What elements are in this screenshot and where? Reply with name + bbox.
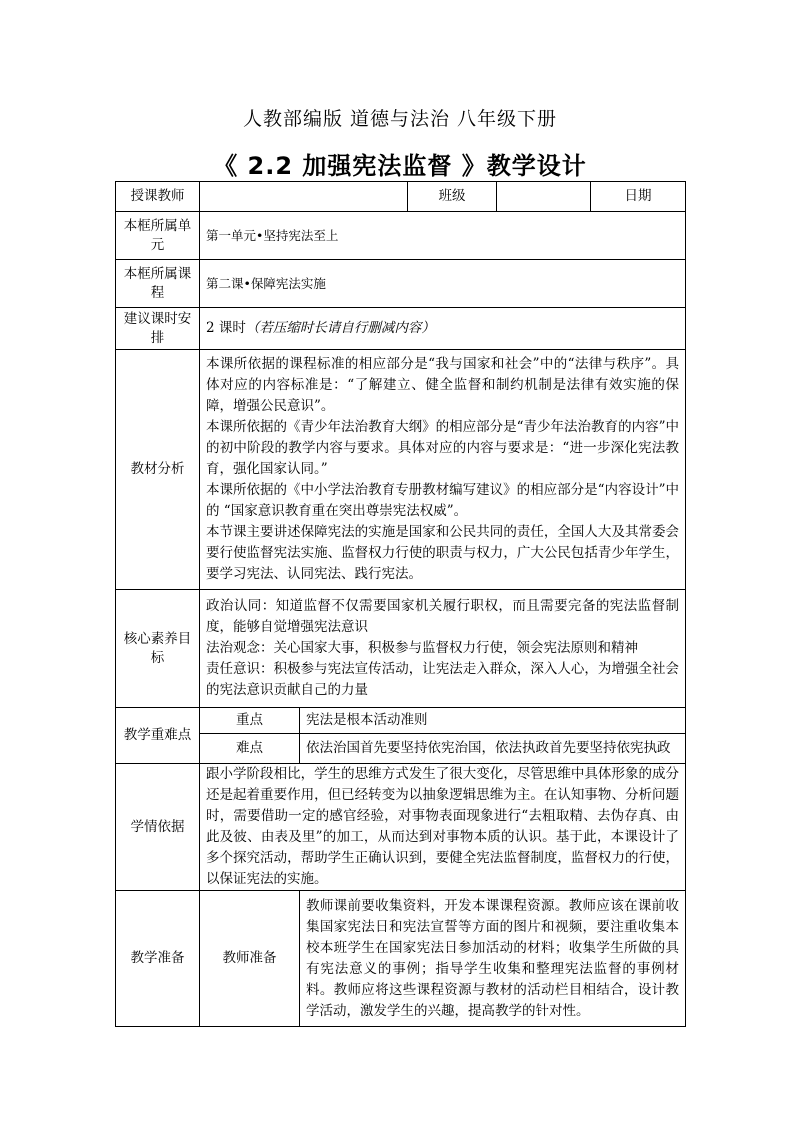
- material-paragraph: 本课所依据的《中小学法治教育专册教材编写建议》的相应部分是“内容设计”中的 “国家意识教育重在突出尊崇宪法权威”。: [206, 482, 679, 519]
- prep-value: 教师课前要收集资料，开发本课课程资源。教师应该在课前收集国家宪法日和宪法宣誓等方面的图片和视频，要注重收集本校本班学生在国家宪法日参加活动的材料；收集学生所做的具有宪法意义的事例；指导学生收集和整理宪法监督的事例材料。教师应将这些课程资源与教材的活动栏目相结合，设计教学活动，激发学生的兴趣，提高教学的针对性。: [300, 891, 686, 1027]
- lesson-plan-table: [115, 181, 686, 1027]
- teacher-value: [200, 182, 408, 212]
- row-unit: [116, 212, 686, 260]
- row-students: [116, 764, 686, 891]
- literacy-paragraph: 政治认同：知道监督不仅需要国家机关履行职权，而且需要完备的宪法监督制度，能够自觉增强宪法意识: [206, 598, 679, 635]
- row-key-point: [116, 708, 686, 734]
- literacy-paragraph: 责任意识：积极参与宪法宣传活动，让宪法走入群众，深入人心，为增强全社会的宪法意识贡献自己的力量: [206, 661, 679, 698]
- hours-note: （若压缩时长请自行删减内容）: [245, 320, 435, 336]
- students-label: 学情依据: [116, 764, 200, 891]
- material-content: [200, 350, 686, 590]
- class-value: [497, 182, 591, 212]
- row-material: [116, 350, 686, 590]
- hours-count: 2 课时: [206, 320, 246, 336]
- document-subtitle: 人教部编版 道德与法治 八年级下册: [242, 108, 558, 130]
- unit-value: 第一单元•坚持宪法至上: [200, 212, 686, 260]
- unit-label: 本框所属单元: [116, 212, 200, 260]
- material-paragraph: 本课所依据的课程标准的相应部分是“我与国家和社会”中的“法律与秩序”。具体对应的内容标准是：“了解建立、健全监督和制约机制是法律有效实施的保障，增强公民意识”。: [206, 356, 679, 414]
- material-label: 教材分析: [116, 350, 200, 590]
- literacy-paragraph: 法治观念：关心国家大事，积极参与监督权力行使，领会宪法原则和精神: [206, 640, 638, 656]
- class-label: 班级: [408, 182, 497, 212]
- key-point-value: 宪法是根本活动准则: [300, 708, 686, 734]
- row-prep: [116, 891, 686, 1027]
- material-paragraph: 本课所依据的《青少年法治教育大纲》的相应部分是“青少年法治教育的内容”中的初中阶段的教学内容与要求。具体对应的内容与要求是：“进一步深化宪法教育，强化国家认同。”: [206, 419, 679, 477]
- row-hours: [116, 308, 686, 350]
- hard-point-value: 依法治国首先要坚持依宪治国，依法执政首先要坚持依宪执政: [300, 734, 686, 764]
- row-hard-point: [116, 734, 686, 764]
- prep-sub-label: 教师准备: [200, 891, 300, 1027]
- course-label: 本框所属课程: [116, 260, 200, 308]
- hours-label: 建议课时安排: [116, 308, 200, 350]
- course-value: 第二课•保障宪法实施: [200, 260, 686, 308]
- hard-point-label: 难点: [200, 734, 300, 764]
- date-label: 日期: [591, 182, 686, 212]
- teacher-label: 授课教师: [116, 182, 200, 212]
- students-value: 跟小学阶段相比，学生的思维方式发生了很大变化，尽管思维中具体形象的成分还是起着重要作用，但已经转变为以抽象逻辑思维为主。在认知事物、分析问题时，需要借助一定的感官经验，对事物表面现象进行“去粗取精、去伪存真、由此及彼、由表及里”的加工，从而达到对事物本质的认识。基于此，本课设计了多个探究活动，帮助学生正确认识到，要健全宪法监督制度，监督权力的行使，以保证宪法的实施。: [200, 764, 686, 891]
- key-label: 教学重难点: [116, 708, 200, 764]
- row-literacy: [116, 590, 686, 708]
- material-paragraph: 本节课主要讲述保障宪法的实施是国家和公民共同的责任，全国人大及其常委会要行使监督宪法实施、监督权力行使的职责与权力，广大公民包括青少年学生，要学习宪法、认同宪法、践行宪法。: [206, 524, 679, 582]
- key-point-label: 重点: [200, 708, 300, 734]
- literacy-content: [200, 590, 686, 708]
- prep-label: 教学准备: [116, 891, 200, 1027]
- document-title: 《 2.2 加强宪法监督 》教学设计: [213, 152, 587, 180]
- row-course: [116, 260, 686, 308]
- hours-value: [200, 308, 686, 350]
- literacy-label: 核心素养目标: [116, 590, 200, 708]
- row-teacher: [116, 182, 686, 212]
